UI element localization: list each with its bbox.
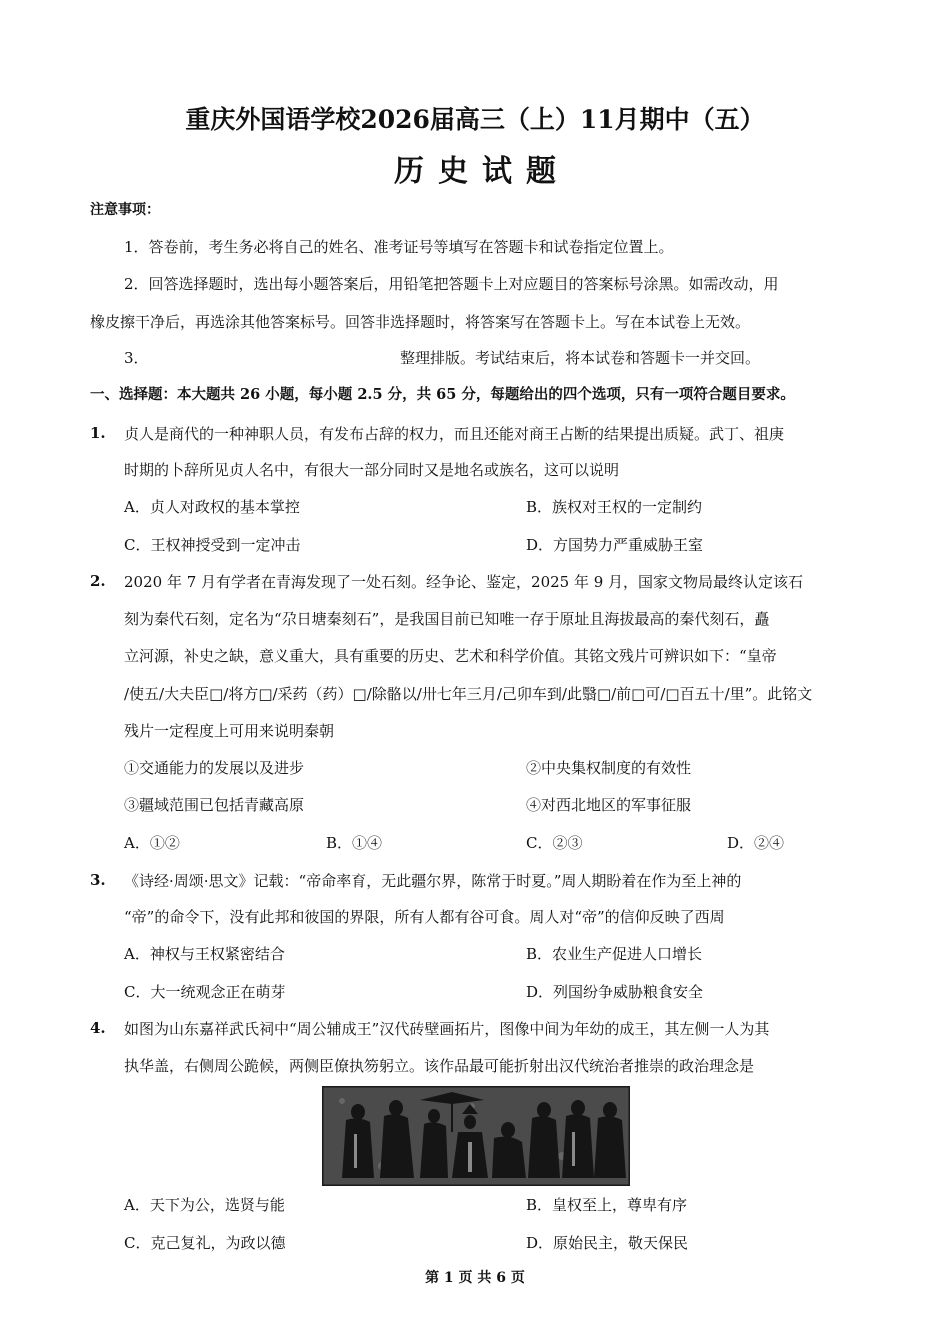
question-number: 4. (90, 1019, 106, 1037)
option-b: B．①④ (326, 834, 383, 852)
notice-item-2-line1: 2．回答选择题时，选出每小题答案后，用铅笔把答题卡上对应题目的答案标号涂黑。如需改动，用 (124, 275, 779, 293)
question-text: 立河源，补史之缺，意义重大，具有重要的历史、艺术和科学价值。其铭文残片可辨识如下：“皇帝 (124, 647, 777, 665)
question-text: 时期的卜辞所见贞人名中，有很大一部分同时又是地名或族名，这可以说明 (124, 461, 620, 479)
question-number: 1. (90, 424, 106, 442)
statement-1: ①交通能力的发展以及进步 (124, 759, 305, 777)
option-c: C．②③ (526, 834, 583, 852)
option-d: D．方国势力严重威胁王室 (526, 536, 704, 554)
option-d: D．原始民主，敬天保民 (526, 1234, 689, 1252)
question-text: 贞人是商代的一种神职人员，有发布占辞的权力，而且还能对商王占断的结果提出质疑。武丁、祖庚 (124, 425, 785, 443)
option-c: C．大一统观念正在萌芽 (124, 983, 286, 1001)
question-number: 3. (90, 871, 106, 889)
statement-3: ③疆域范围已包括青藏高原 (124, 796, 305, 814)
notice-item-3-number: 3． (124, 349, 149, 367)
section-heading: 一、选择题：本大题共 26 小题，每小题 2.5 分，共 65 分，每题给出的四个选项，只有一项符合题目要求。 (90, 386, 795, 403)
question-text: /使五/大夫臣□/将方□/采药（药）□/除骼以/卅七年三月/己卯车到/此翳□/前□可/□百五十/里”。此铭文 (124, 685, 813, 703)
statement-4: ④对西北地区的军事征服 (526, 796, 692, 814)
question-text: 执华盖，右侧周公跪候，两侧臣僚执笏躬立。该作品最可能折射出汉代统治者推崇的政治理念是 (124, 1057, 755, 1075)
page-subtitle: 历史试题 (394, 154, 570, 189)
statement-2: ②中央集权制度的有效性 (526, 759, 692, 777)
notice-item-3-text: 整理排版。考试结束后，将本试卷和答题卡一并交回。 (400, 349, 761, 367)
question-text: 2020 年 7 月有学者在青海发现了一处石刻。经争论、鉴定，2025 年 9 月，国家文物局最终认定该石 (124, 573, 804, 591)
option-b: B．农业生产促进人口增长 (526, 945, 703, 963)
option-a: A．天下为公，选贤与能 (124, 1196, 285, 1214)
option-a: A．神权与王权紧密结合 (124, 945, 285, 963)
question-text: “帝”的命令下，没有此邦和彼国的界限，所有人都有谷可食。周人对“帝”的信仰反映了西周 (124, 908, 725, 926)
notice-item-2-line2: 橡皮擦干净后，再选涂其他答案标号。回答非选择题时，将答案写在答题卡上。写在本试卷上无效。 (90, 313, 751, 331)
page-footer: 第 1 页 共 6 页 (425, 1270, 525, 1286)
option-c: C．王权神授受到一定冲击 (124, 536, 301, 554)
option-d: D．②④ (727, 834, 785, 852)
question-number: 2. (90, 572, 106, 590)
question-text: 《诗经·周颂·思文》记载：“帝命率育，无此疆尔界，陈常于时夏。”周人期盼着在作为至上神的 (124, 872, 742, 890)
question-text: 残片一定程度上可用来说明秦朝 (124, 722, 335, 740)
rubbing-image (322, 1086, 630, 1186)
page-title: 重庆外国语学校2026届高三（上）11月期中（五） (185, 105, 765, 134)
option-c: C．克己复礼，为政以德 (124, 1234, 286, 1252)
question-text: 刻为秦代石刻，定名为“尕日塘秦刻石”，是我国目前已知唯一存于原址且海拔最高的秦代刻石，矗 (124, 610, 770, 628)
option-a: A．贞人对政权的基本掌控 (124, 498, 300, 516)
option-d: D．列国纷争威胁粮食安全 (526, 983, 704, 1001)
notice-heading: 注意事项： (90, 202, 160, 218)
option-b: B．族权对王权的一定制约 (526, 498, 703, 516)
notice-item-1: 1．答卷前，考生务必将自己的姓名、准考证号等填写在答题卡和试卷指定位置上。 (124, 238, 674, 256)
question-text: 如图为山东嘉祥武氏祠中“周公辅成王”汉代砖壁画拓片，图像中间为年幼的成王，其左侧一人为其 (124, 1020, 770, 1038)
option-a: A．①② (124, 834, 180, 852)
option-b: B．皇权至上，尊卑有序 (526, 1196, 688, 1214)
